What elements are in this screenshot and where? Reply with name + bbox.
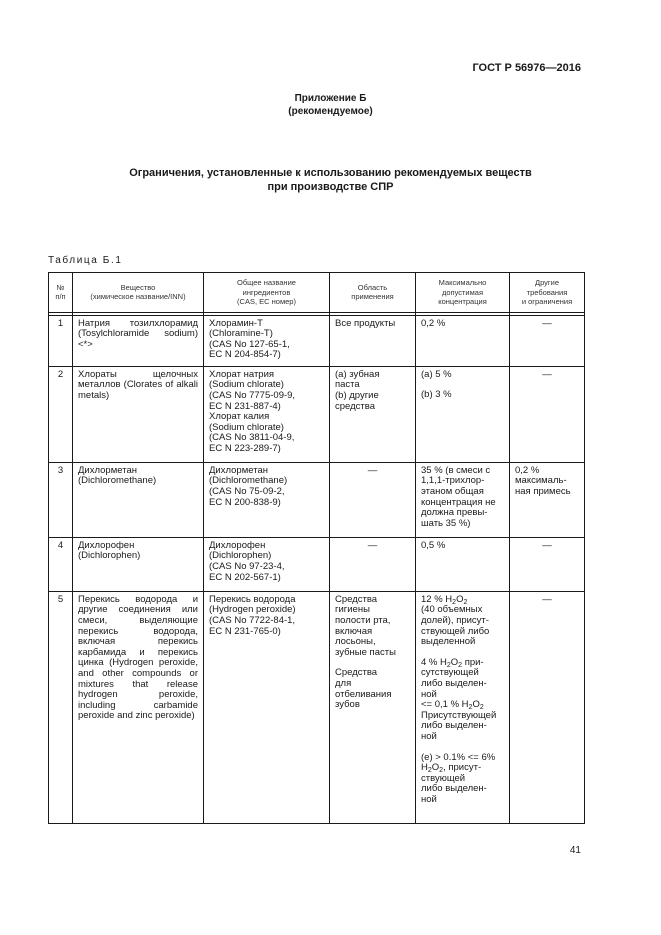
row-num: 4 [49,537,73,591]
row-other: — [510,537,585,591]
row-other: — [510,366,585,462]
annex-subtitle: (рекомендуемое) [288,106,373,117]
row-common-name: Хлорамин-Т (Chloramine-T) (CAS No 127-65-1, EC N 204-854-7) [204,315,330,366]
row-substance: Натрия тозилхлорамид (Tosylchloramide sodium) <*> [73,315,204,366]
row-area: — [330,462,416,537]
table-header-row [49,273,585,313]
row-common-name: Перекись водорода (Hydrogen peroxide) (CAS No 7722-84-1, EC N 231-765-0) [204,591,330,823]
row-other: — [510,591,585,823]
table-caption: Таблица Б.1 [48,255,123,266]
document-title [0,166,661,194]
row-other: — [510,315,585,366]
row-max: 35 % (в смеси с 1,1,1-трихлор- этаном общая концентрация не должна превы- шать 35 %) [416,462,510,537]
restrictions-table [48,272,585,824]
row-area: Средства гигиены полости рта, включая лосьоны, зубные пасты Средства для отбеливания зубов [330,591,416,823]
row-num: 5 [49,591,73,823]
row-substance: Перекись водорода и другие соединения или смеси, выделяющие перекись водорода, включая перекись карбамида и перекись цинка (Hydrogen peroxide, and other compounds or mixtures that release hydrogen peroxide, including carbamide peroxide and zinc peroxide) [73,591,204,823]
document-title-line-1: Ограничения, установленные к использованию рекомендуемых веществ [129,167,532,179]
header-substance: Вещество (химическое название/INN) [73,273,204,313]
document-title-line-2: при производстве СПР [267,181,394,193]
row-substance: Дихлорметан (Dichloromethane) [73,462,204,537]
row-other: 0,2 % максималь- ная примесь [510,462,585,537]
header-num: № п/п [49,273,73,313]
row-substance: Дихлорофен (Dichlorophen) [73,537,204,591]
row-max: 0,5 % [416,537,510,591]
table-row [49,537,585,591]
header-max-concentration: Максимально допустимая концентрация [416,273,510,313]
row-max: (a) 5 % (b) 3 % [416,366,510,462]
table-row [49,366,585,462]
standard-number: ГОСТ Р 56976—2016 [472,62,581,74]
row-substance: Хлораты щелочных металлов (Clorates of alkali metals) [73,366,204,462]
row-area: (a) зубная паста (b) другие средства [330,366,416,462]
table-row [49,462,585,537]
row-max: 12 % $H_2O_2$ (40 объемных долей), присут- ствующей либо выделенной 4 % $H_2O_2$ при- сутствующей либо выделен- ной <= 0,1 % $H_2O_2$ Присутствующей либо выделен- ной (e) > 0.1% <= 6% $H_2O_2$, присут- ствующей либо выделен- ной [416,591,510,823]
annex-heading [0,92,661,118]
row-area: — [330,537,416,591]
table-row [49,591,585,823]
row-num: 2 [49,366,73,462]
row-common-name: Дихлорметан (Dichloromethane) (CAS No 75-09-2, EC N 200-838-9) [204,462,330,537]
row-num: 3 [49,462,73,537]
row-area: Все продукты [330,315,416,366]
header-other: Другие требования и ограничения [510,273,585,313]
header-common-name: Общее название ингредиентов (CAS, EC номер) [204,273,330,313]
row-num: 1 [49,315,73,366]
page-number: 41 [569,845,581,856]
annex-title: Приложение Б [294,93,367,104]
row-max: 0,2 % [416,315,510,366]
row-common-name: Хлорат натрия (Sodium chlorate) (CAS No 7775-09-9, EC N 231-887-4) Хлорат калия (Sodium chlorate) (CAS No 3811-04-9, EC N 223-289-7) [204,366,330,462]
row-common-name: Дихлорофен (Dichlorophen) (CAS No 97-23-4, EC N 202-567-1) [204,537,330,591]
header-area: Область применения [330,273,416,313]
table-row [49,315,585,366]
